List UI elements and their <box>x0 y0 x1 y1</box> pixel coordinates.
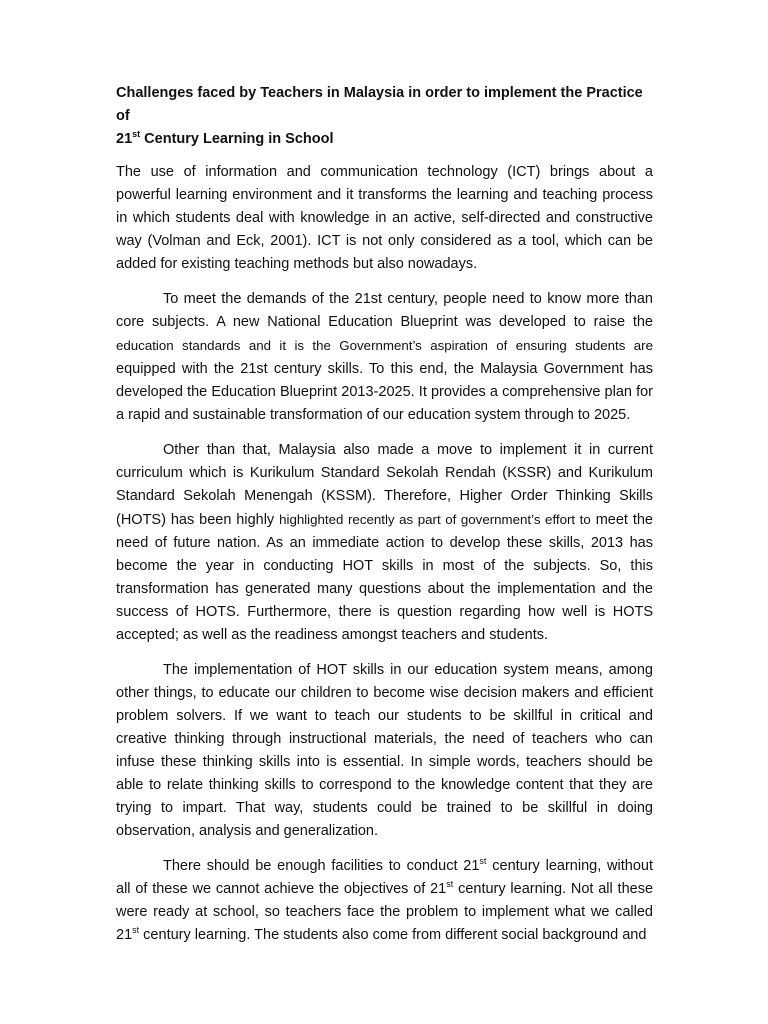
title-number: 21 <box>116 131 133 147</box>
paragraph-blueprint-part-b: education standards and it is the Government’s aspiration of ensuring students are <box>116 338 653 353</box>
paragraph-blueprint-part-a: To meet the demands of the 21st century, people need to know more than core subjects. A new National Education Blueprint was developed to raise the <box>116 291 653 330</box>
title-superscript: st <box>132 129 141 139</box>
title-rest: Century Learning in School <box>140 131 334 147</box>
paragraph-blueprint <box>116 288 653 427</box>
paragraph-curriculum <box>116 439 653 647</box>
document-title <box>116 82 653 151</box>
title-line-1: Challenges faced by Teachers in Malaysia in order to implement the Practice of <box>116 85 643 124</box>
paragraph-facilities <box>116 855 653 947</box>
paragraph-facilities-part-b: century learning, without all of these we cannot achieve the objectives of 21 <box>116 858 653 897</box>
paragraph-hot-skills: The implementation of HOT skills in our education system means, among other things, to educate our children to become wise decision makers and efficient problem solvers. If we want to teach our students to be skillful in critical and creative thinking through instructional materials, the need of teachers who can infuse these thinking skills into is essential. In simple words, teachers should be able to relate thinking skills to correspond to the knowledge content that they are trying to impart. That way, students could be trained to be skillful in doing observation, analysis and generalization. <box>116 662 653 839</box>
paragraph-curriculum-part-c: meet the need of future nation. As an immediate action to develop these skills, 2013 has become the year in conducting HOT skills in most of the subjects. So, this transformation has generated many questions about the implementation and the success of HOTS. Furthermore, there is question regarding how well is HOTS accepted; as well as the readiness amongst teachers and students. <box>116 512 653 643</box>
paragraph-facilities-part-d: century learning. The students also come from different social background and <box>139 927 647 943</box>
paragraph-facilities-part-c: century learning. Not all these were ready at school, so teachers face the problem to implement what we called 21 <box>116 881 654 943</box>
superscript-1: st <box>479 856 487 866</box>
title-line-2 <box>116 128 653 151</box>
paragraph-ict: The use of information and communication technology (ICT) brings about a powerful learning environment and it transforms the learning and teaching process in which students deal with knowledge in an active, self-directed and constructive way (Volman and Eck, 2001). ICT is not only considered as a tool, which can be added for existing teaching methods but also nowadays. <box>116 164 653 272</box>
superscript-3: st <box>132 925 140 935</box>
paragraph-curriculum-part-a: Other than that, Malaysia also made a move to implement it in current curriculum which is Kurikulum Standard Sekolah Rendah (KSSR) and Kurikulum Standard Sekolah Menengah (KSSM). Therefore, Higher Order Thinking Skills (HOTS) has been highly <box>116 442 653 528</box>
paragraph-curriculum-part-b: highlighted recently as part of government’s effort to <box>279 512 591 527</box>
paragraph-facilities-part-a: There should be enough facilities to conduct 21 <box>163 858 480 874</box>
document-page <box>116 82 653 959</box>
superscript-2: st <box>446 879 454 889</box>
paragraph-blueprint-part-c: equipped with the 21st century skills. To this end, the Malaysia Government has developed the Education Blueprint 2013-2025. It provides a comprehensive plan for a rapid and sustainable transformation of our education system through to 2025. <box>116 361 653 423</box>
